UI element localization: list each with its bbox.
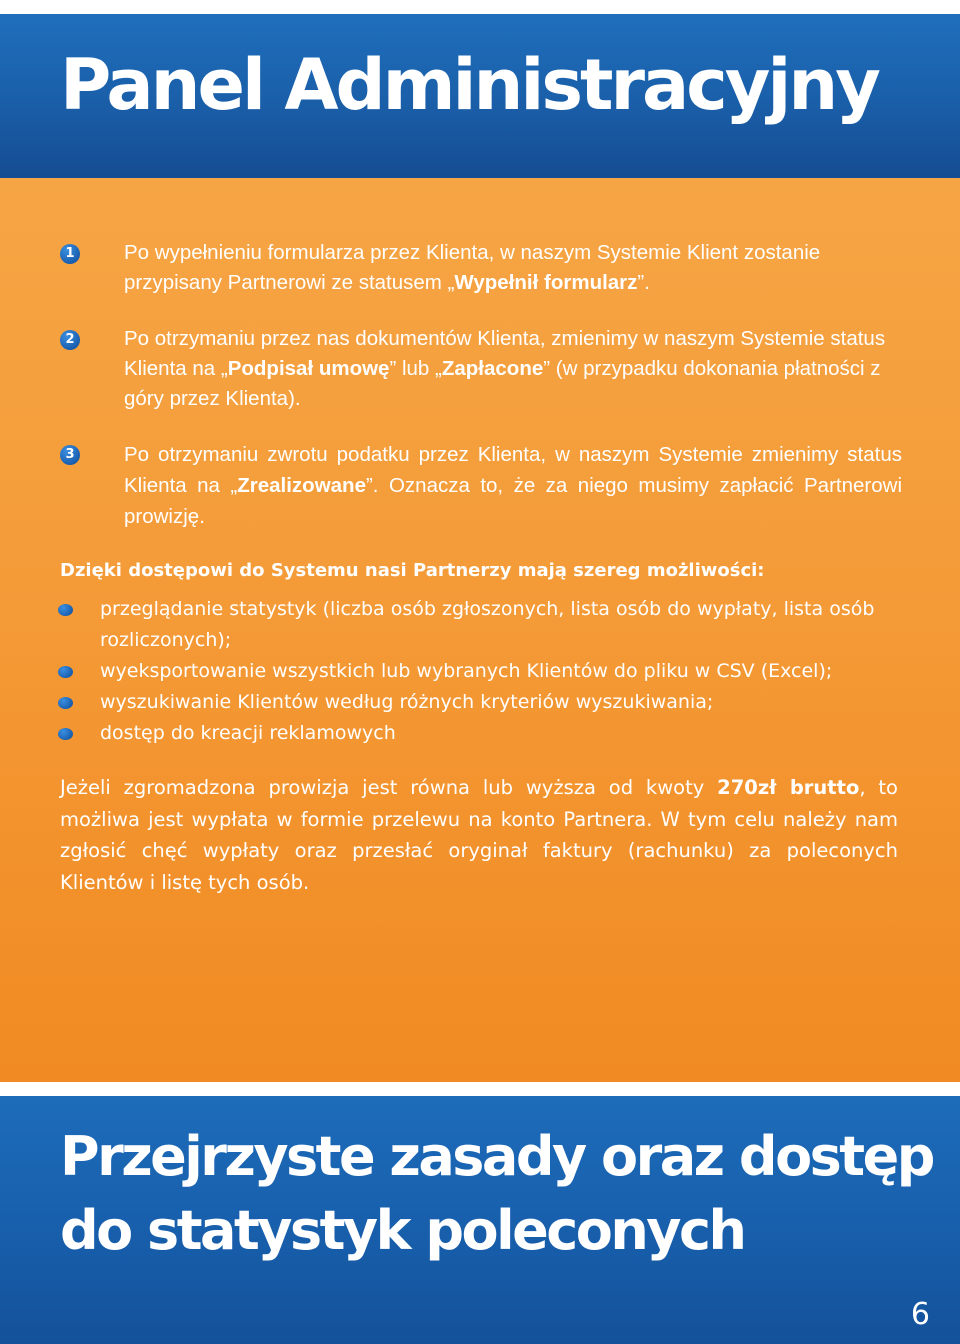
list-item: wyszukiwanie Klientów według różnych kryteriów wyszukiwania; xyxy=(0,687,900,718)
step-text: Po otrzymaniu przez nas dokumentów Klienta, zmienimy w naszym Systemie status Klienta na „Podpisał umowę” lub „Zapłacone” (w przypadku dokonania płatności z góry przez Klienta). xyxy=(124,327,886,410)
status-name: Zapłacone xyxy=(441,357,544,380)
page-number: 6 xyxy=(910,1297,930,1332)
status-name: Zrealizowane xyxy=(237,474,366,497)
capabilities-list xyxy=(0,594,960,749)
step-number-badge: 2 xyxy=(60,330,80,350)
footer-title-line: Przejrzyste zasady oraz dostęp xyxy=(60,1125,933,1188)
capabilities-heading: Dzięki dostępowi do Systemu nasi Partnerzy mają szereg możliwości: xyxy=(60,560,765,581)
step-text: Po wypełnieniu formularza przez Klienta, w naszym Systemie Klient zostanie przypisany Partnerowi ze statusem „Wypełnił formularz”. xyxy=(124,241,821,294)
status-name: Podpisał umowę xyxy=(227,357,390,380)
step-number-badge: 3 xyxy=(60,445,80,465)
payout-amount: 270zł brutto xyxy=(717,776,860,799)
bullet-icon xyxy=(58,728,73,740)
list-item: przeglądanie statystyk (liczba osób zgłoszonych, lista osób do wypłaty, lista osób rozliczonych); xyxy=(0,594,900,656)
step-number-badge: 1 xyxy=(60,244,80,264)
list-item: wyeksportowanie wszystkich lub wybranych Klientów do pliku w CSV (Excel); xyxy=(0,656,900,687)
footer-title xyxy=(60,1120,940,1268)
bullet-icon xyxy=(58,697,73,709)
list-item: dostęp do kreacji reklamowych xyxy=(0,718,900,749)
status-name: Wypełnił formularz xyxy=(454,271,638,294)
bullet-icon xyxy=(58,666,73,678)
bullet-icon xyxy=(58,604,73,616)
footer-title-line: do statystyk poleconych xyxy=(60,1199,745,1262)
payout-paragraph: Jeżeli zgromadzona prowizja jest równa lub wyższa od kwoty 270zł brutto, to możliwa jest wypłata w formie przelewu na konto Partnera. W tym celu należy nam zgłosić chęć wypłaty oraz przesłać oryginał faktury (rachunku) za poleconych Klientów i listę tych osób. xyxy=(60,776,898,894)
page-title: Panel Administracyjny xyxy=(60,44,878,126)
step-text: Po otrzymaniu zwrotu podatku przez Klienta, w naszym Systemie zmienimy status Klienta na „Zrealizowane”. Oznacza to, że za niego musimy zapłacić Partnerowi prowizję. xyxy=(124,443,902,528)
